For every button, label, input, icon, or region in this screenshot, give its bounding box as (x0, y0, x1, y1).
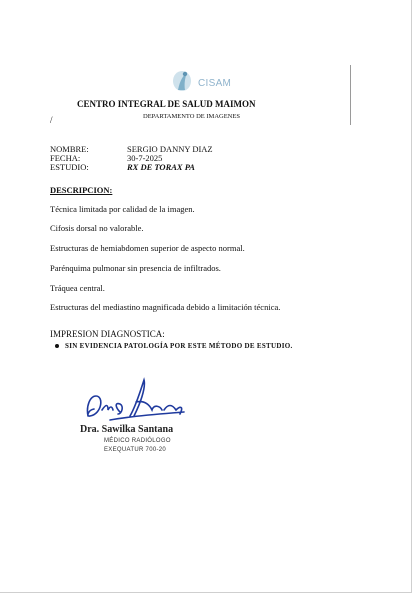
header-slash: / (50, 115, 53, 125)
bullet-dot-icon (55, 344, 59, 348)
impression-item (65, 342, 293, 350)
handwritten-signature-icon (80, 376, 190, 426)
name-value: SERGIO DANNY DIAZ (127, 144, 213, 154)
doctor-exequatur: EXEQUATUR 700-20 (104, 447, 167, 453)
doctor-name: Dra. Sawilka Santana (80, 424, 174, 435)
impression-item-text: SIN EVIDENCIA PATOLOGÍA POR ESTE MÉTODO DE ESTUDIO. (65, 342, 293, 350)
description-line: Parénquima pulmonar sin presencia de infiltrados. (50, 263, 221, 273)
description-line: Estructuras de hemiabdomen superior de aspecto normal. (50, 243, 245, 253)
description-line: Tráquea central. (50, 283, 105, 293)
name-label: NOMBRE: (50, 144, 89, 154)
logo-text: CISAM (198, 78, 232, 89)
study-value: RX DE TORAX PA (127, 162, 195, 172)
date-label: FECHA: (50, 153, 81, 163)
doctor-role: MÉDICO RADIÓLOGO (104, 438, 171, 444)
description-line: Cifosis dorsal no valorable. (50, 223, 144, 233)
header-divider (350, 65, 351, 125)
study-label: ESTUDIO: (50, 162, 89, 172)
department-name: DEPARTAMENTO DE IMAGENES (143, 113, 240, 120)
impression-title: IMPRESION DIAGNOSTICA: (50, 329, 165, 339)
description-line: Estructuras del mediastino magnificada debido a limitación técnica. (50, 302, 281, 312)
center-name: CENTRO INTEGRAL DE SALUD MAIMON (77, 99, 256, 109)
description-title: DESCRIPCION: (50, 185, 113, 195)
date-value: 30-7-2025 (127, 153, 163, 163)
description-line: Técnica limitada por calidad de la imagen. (50, 204, 195, 214)
